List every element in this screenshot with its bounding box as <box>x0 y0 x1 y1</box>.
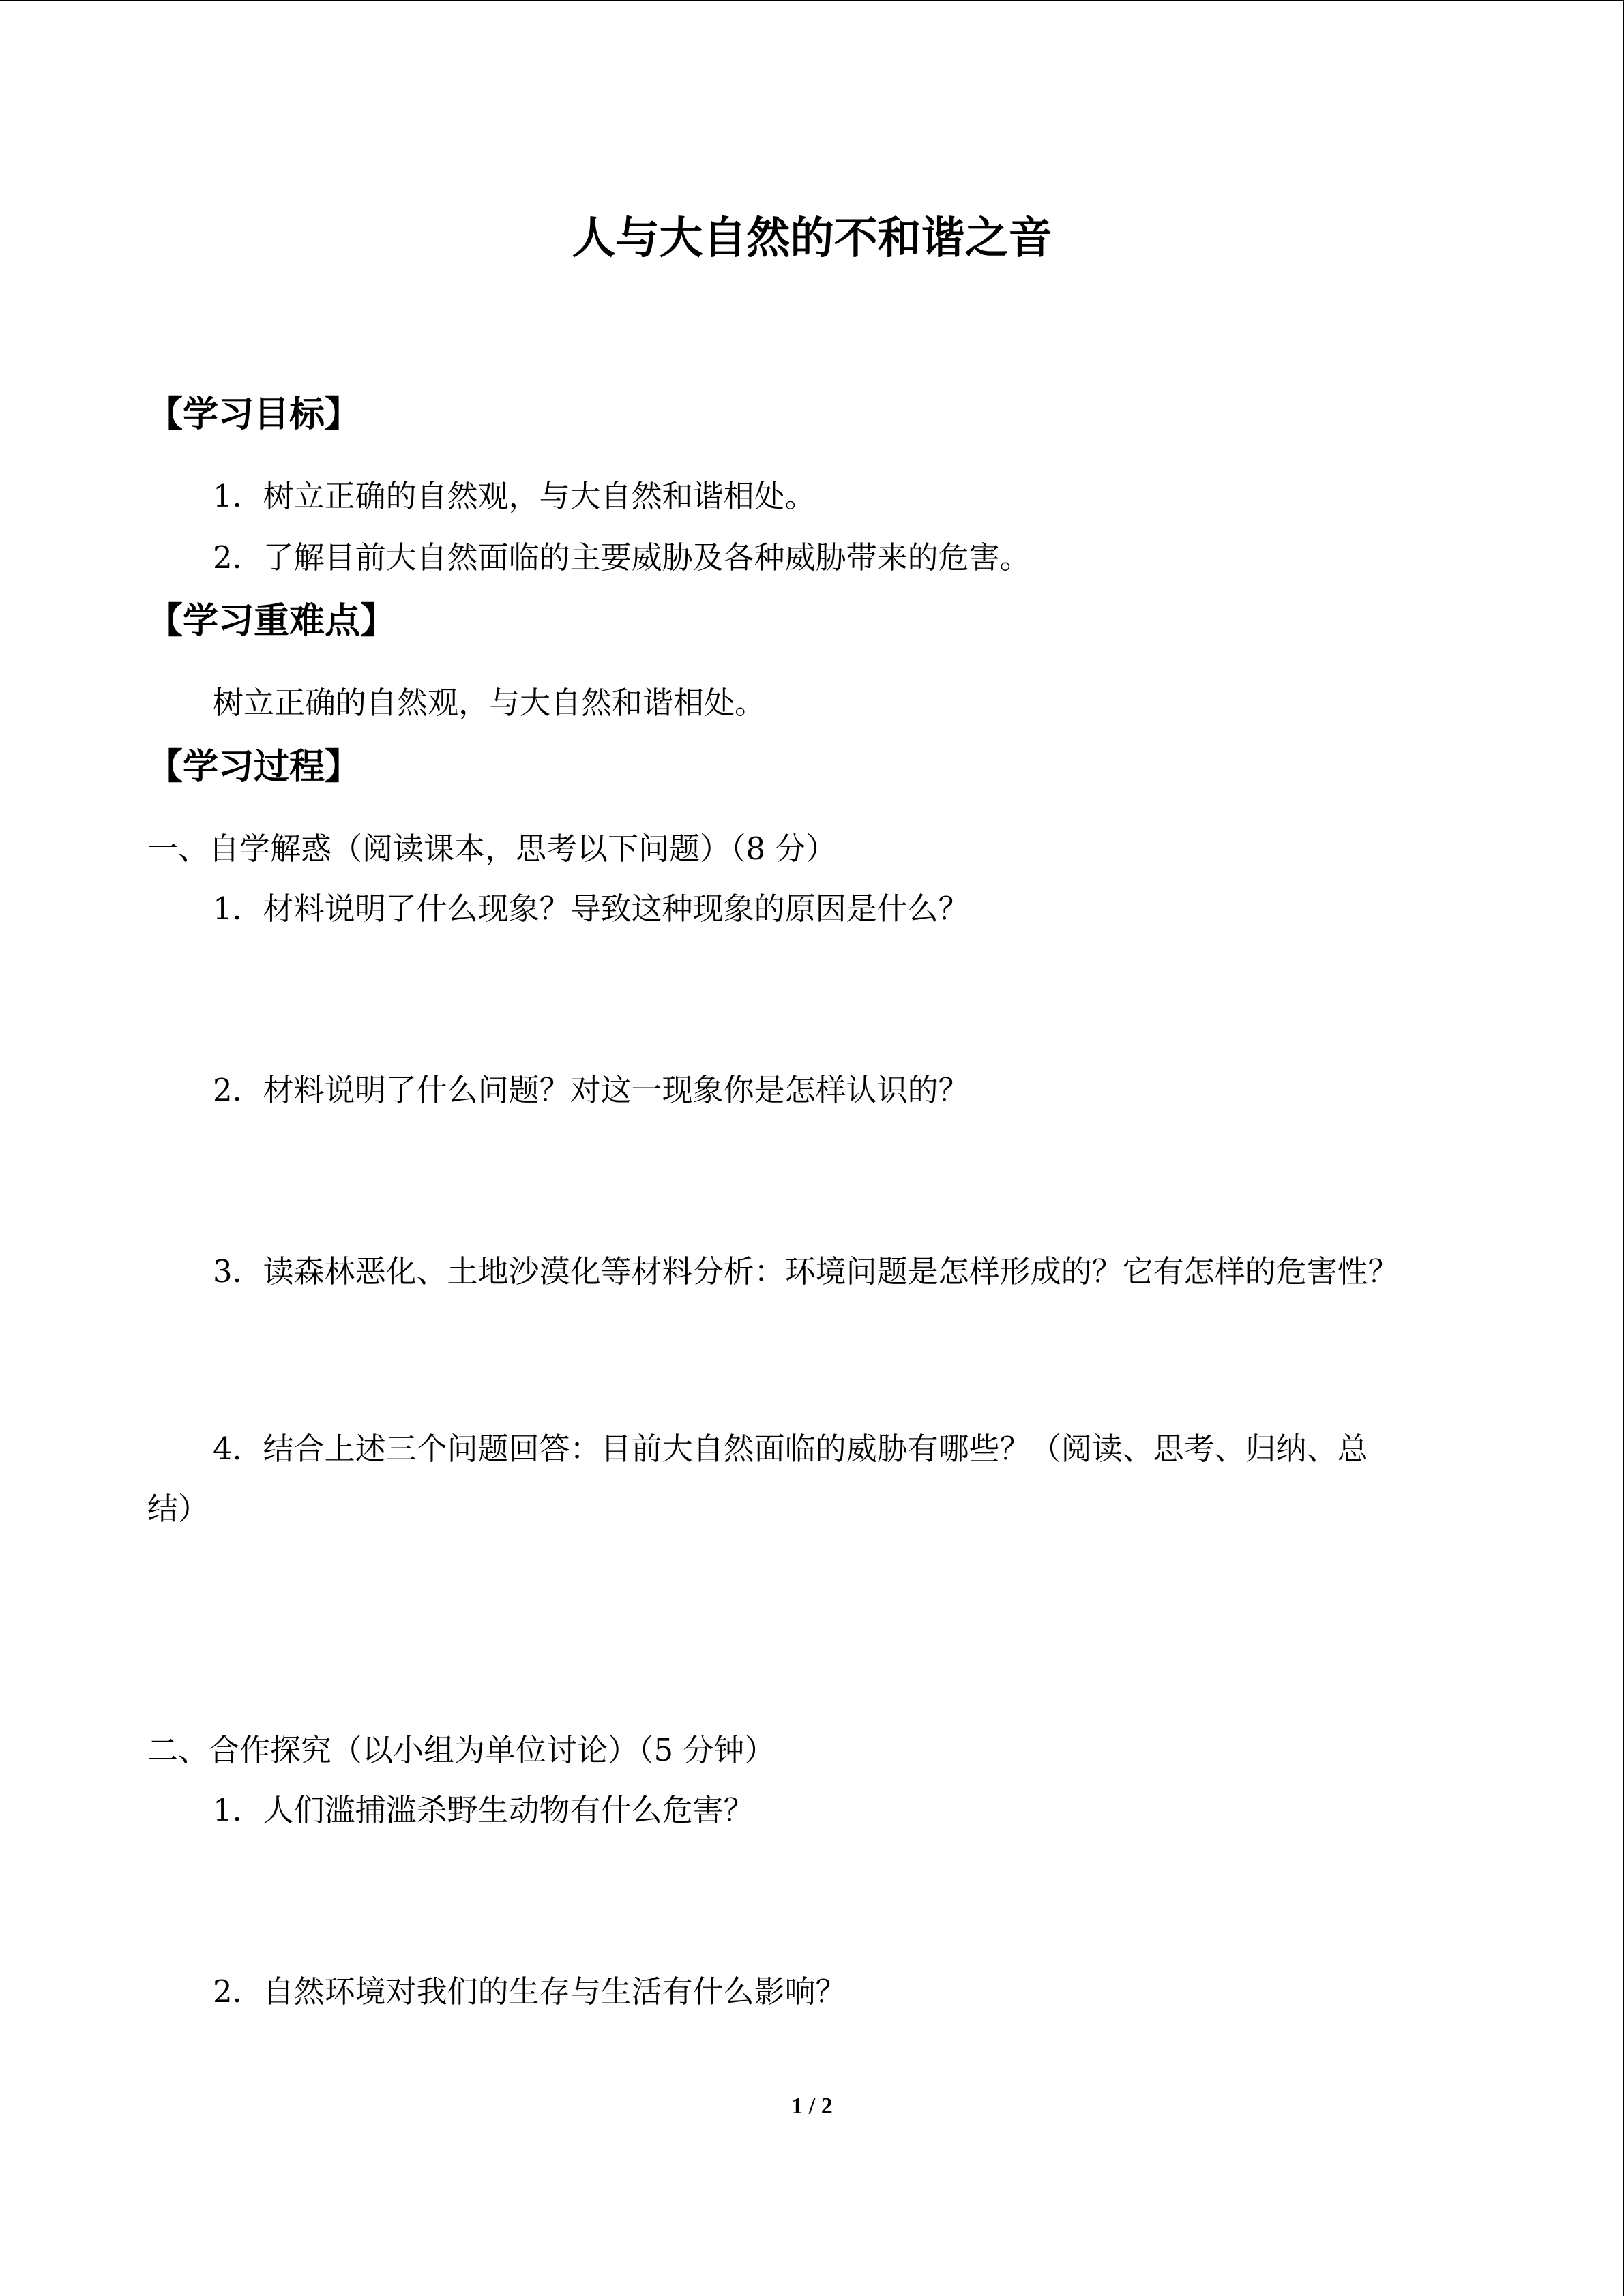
part2-title: 二、合作探究（以小组为单位讨论）（5 分钟） <box>147 1732 776 1768</box>
objective-item-2: 2．了解目前大自然面临的主要威胁及各种威胁带来的危害。 <box>213 539 1031 576</box>
part1-question-3: 3．读森林恶化、土地沙漠化等材料分析：环境问题是怎样形成的？它有怎样的危害性？ <box>213 1253 1399 1289</box>
part1-question-1: 1．材料说明了什么现象？导致这种现象的原因是什么？ <box>213 891 969 927</box>
page-title: 人与大自然的不和谐之音 <box>572 213 1052 264</box>
part1-title: 一、自学解惑（阅读课本，思考以下问题）（8 分） <box>147 831 837 867</box>
key-difficulty-text: 树立正确的自然观，与大自然和谐相处。 <box>213 685 766 721</box>
page-number: 1 / 2 <box>791 2093 833 2119</box>
heading-learning-process: 【学习过程】 <box>147 747 361 788</box>
part2-question-1: 1．人们滥捕滥杀野生动物有什么危害？ <box>213 1792 754 1828</box>
part1-question-2: 2．材料说明了什么问题？对这一现象你是怎样认识的？ <box>213 1072 969 1108</box>
heading-learning-objectives: 【学习目标】 <box>147 394 361 435</box>
heading-key-difficulties: 【学习重难点】 <box>147 601 396 642</box>
part1-question-4-line-1: 4．结合上述三个问题回答：目前大自然面临的威胁有哪些？（阅读、思考、归纳、总 <box>213 1431 1368 1467</box>
part2-question-2: 2．自然环境对我们的生存与生活有什么影响？ <box>213 1973 846 2010</box>
part1-question-4-line-2: 结） <box>147 1491 209 1527</box>
objective-item-1: 1．树立正确的自然观，与大自然和谐相处。 <box>213 478 816 514</box>
